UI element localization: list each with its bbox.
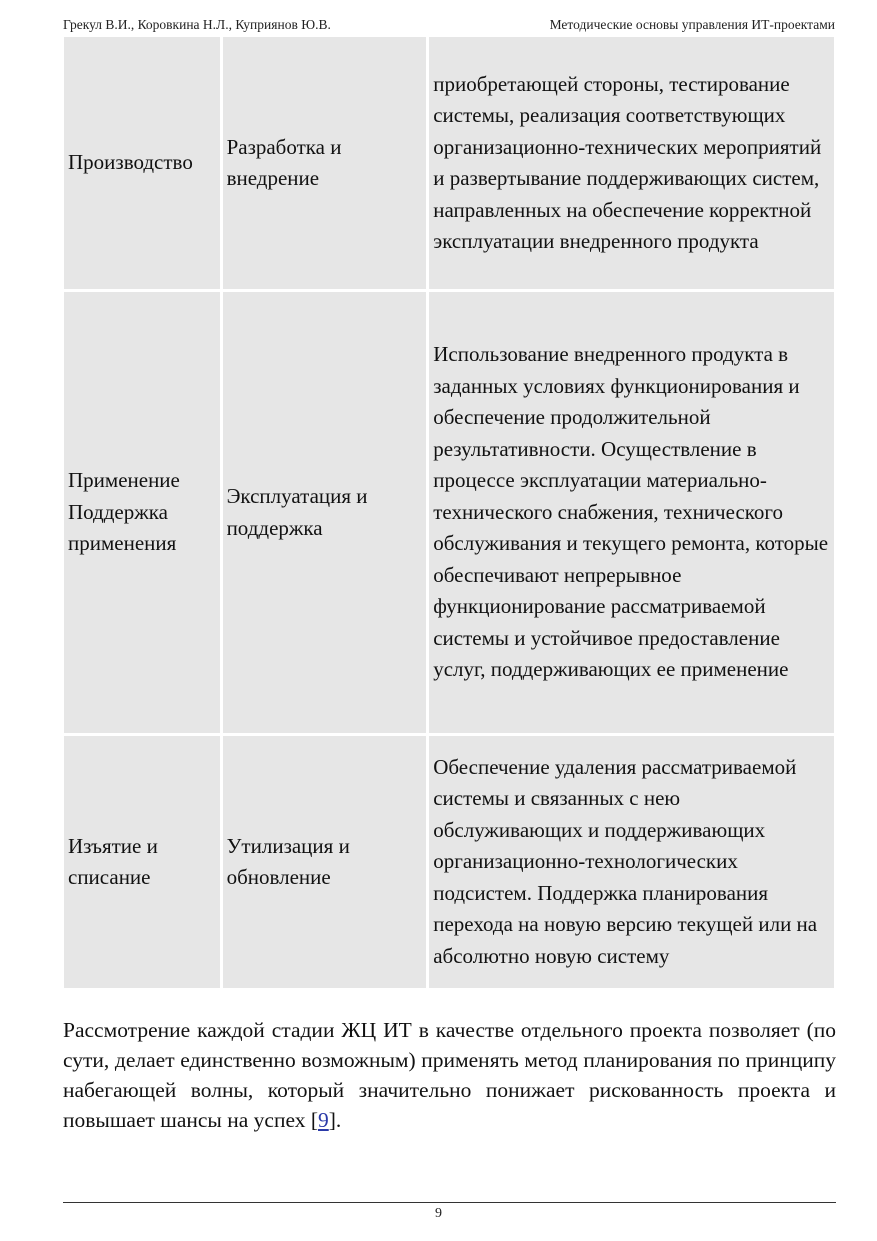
phase-text: Утилизация и обновление [226, 833, 350, 889]
stage-text: Производство [68, 150, 193, 175]
table-row [64, 37, 834, 292]
header-authors: Грекул В.И., Коровкина Н.Л., Куприянов Ю.В. [63, 17, 331, 32]
footer-divider [63, 1202, 836, 1203]
paragraph-text: Рассмотрение каждой стадии ЖЦ ИТ в качестве отдельного проекта позволяет (по сути, делает единственно возможным) применять метод планирования по принципу набегающей волны, который значительно понижает рискованность проекта и повышает шансы на успех [ [63, 1018, 836, 1132]
description-text: Использование внедренного продукта в заданных условиях функционирования и обеспечение продолжительной результативности. Осуществление в процессе эксплуатации материально-технического снабжения, технического обслуживания и текущего ремонта, которые обеспечивают непрерывное функционирование рассматриваемой системы и устойчивое предоставление услуг, поддерживающих ее применение [433, 342, 829, 682]
phase-text: Разработка и внедрение [226, 134, 342, 190]
description-text: Обеспечение удаления рассматриваемой системы и связанных с нею обслуживающих и поддерживающих организационно-технологических подсистем. Поддержка планирования перехода на новую версию текущей или на абсолютно новую систему [433, 754, 818, 968]
description-cell [429, 736, 834, 991]
description-cell [429, 37, 834, 292]
phase-cell [223, 736, 430, 991]
header-title: Методические основы управления ИТ-проектами [549, 17, 835, 32]
phase-cell [223, 37, 430, 292]
reference-link[interactable]: 9 [318, 1108, 329, 1132]
body-paragraph [63, 1015, 836, 1135]
stage-text: Применение Поддержка применения [68, 468, 180, 556]
description-text: приобретающей стороны, тестирование системы, реализация соответствующих организационно-технических мероприятий и развертывание поддерживающих систем, направленных на обеспечение корректной эксплуатации внедренного продукта [433, 71, 822, 253]
lifecycle-table [64, 37, 834, 991]
stage-cell [64, 292, 223, 736]
phase-cell [223, 292, 430, 736]
table-row [64, 292, 834, 736]
paragraph-end: ]. [328, 1108, 342, 1132]
stage-text: Изъятие и списание [68, 833, 158, 889]
table-row [64, 736, 834, 991]
stage-cell [64, 736, 223, 991]
page-number: 9 [435, 1206, 442, 1221]
stage-cell [64, 37, 223, 292]
phase-text: Эксплуатация и поддержка [226, 484, 368, 540]
description-cell [429, 292, 834, 736]
